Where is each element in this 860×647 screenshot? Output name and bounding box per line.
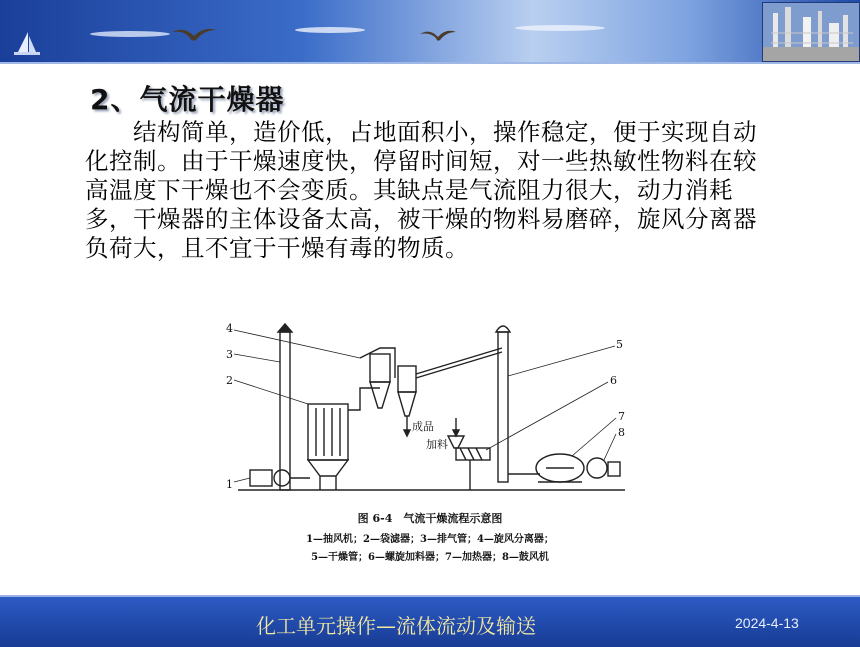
- header-divider: [0, 62, 860, 64]
- figure-legend-line1: 1—抽风机；2—袋滤器；3—排气管；4—旋风分离器；: [306, 534, 554, 545]
- bag-filter: [308, 404, 348, 460]
- cloud: [90, 31, 170, 37]
- flow-diagram: [220, 318, 640, 508]
- body-paragraph: 结构简单，造价低，占地面积小，操作稳定，便于实现自动化控制。由于干燥速度快，停留时间短，对一些热敏性物料在较高温度下干燥也不会变质。其缺点是气流阻力很大，动力消耗多，干燥器的主体设备太高，被干燥的物料易磨碎，旋风分离器负荷大，且不宜于干燥有毒的物质。: [85, 118, 757, 262]
- seagull-icon: [420, 31, 456, 41]
- figure-caption: 图 6-4 气流干燥流程示意图: [357, 512, 503, 525]
- label-1: 1: [226, 478, 233, 491]
- label-4: 4: [226, 322, 233, 335]
- sailboat-icon: [14, 32, 40, 55]
- exhaust-cap: [278, 324, 292, 332]
- label-feed: 加料: [426, 438, 448, 451]
- label-6: 6: [610, 374, 617, 387]
- footer-bar: [0, 595, 860, 647]
- label-5: 5: [616, 338, 623, 351]
- label-3: 3: [226, 348, 233, 361]
- drying-tube: [498, 332, 508, 482]
- header-banner: [0, 0, 860, 62]
- footer-date: 2024-4-13: [735, 615, 799, 631]
- factory-photo: [762, 2, 860, 62]
- header-decoration: [0, 0, 860, 62]
- cyclone-separator-1: [370, 354, 390, 382]
- page-title: 2、气流干燥器: [90, 83, 285, 116]
- suction-fan: [250, 470, 272, 486]
- flow-diagram-figure: [220, 318, 640, 568]
- cloud: [515, 25, 605, 31]
- exhaust-pipe: [280, 332, 290, 490]
- label-7: 7: [618, 410, 625, 423]
- label-2: 2: [226, 374, 233, 387]
- footer-title: 化工单元操作—流体流动及输送: [256, 614, 536, 638]
- blower: [587, 458, 607, 478]
- label-8: 8: [618, 426, 625, 439]
- seagull-icon: [172, 29, 216, 41]
- cyclone-separator-2: [398, 366, 416, 392]
- cloud: [295, 27, 365, 33]
- label-product: 成品: [412, 420, 434, 433]
- figure-legend-line2: 5—干燥管；6—螺旋加料器；7—加热器；8—鼓风机: [311, 552, 549, 563]
